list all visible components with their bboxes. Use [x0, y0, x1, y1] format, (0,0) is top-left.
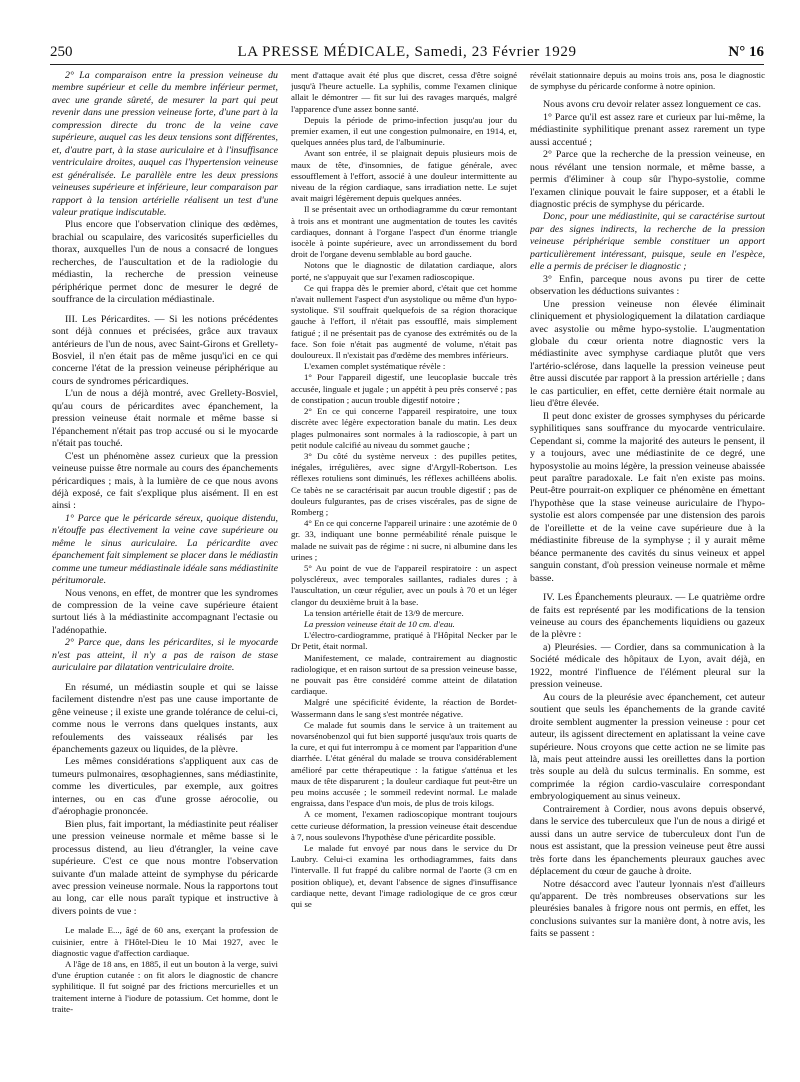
paragraph: révélait stationnaire depuis au moins trois ans, posa le diagnostic de symphyse du péricarde conforme à notre opinion.	[530, 70, 765, 92]
paragraph: A l'âge de 18 ans, en 1885, il eut un bouton à la verge, suivi d'une éruption cutanée : on fit alors le diagnostic de chancre syphilitique. Il fut soigné par des frictions mercurielles et un traitement interne à l'iodure de potassium. Cet homme, dont le traite-	[52, 958, 278, 1014]
paragraph: Donc, pour une médiastinite, qui se caractérise surtout par des signes indirects, la recherche de la pression veineuse périphérique semble constituer un apport particulièrement intéressant, puisque, seule en l'espèce, elle a permis de préciser le diagnostic ;	[530, 211, 765, 273]
issue-number: N° 16	[728, 44, 764, 60]
page-header	[50, 44, 764, 66]
paragraph: 2° Parce que la recherche de la pression veineuse, en nous révélant une tension normale, et même basse, a permis d'éliminer à coup sûr l'hypo-systolie, comme l'examen clinique pouvait le faire supposer, et a établi le diagnostic précis de symphyse du péricarde.	[530, 149, 765, 211]
paragraph: Malgré une spécificité évidente, la réaction de Bordet-Wassermann dans le sang s'est montrée négative.	[291, 697, 517, 719]
text-column-3	[530, 70, 765, 1070]
page-number: 250	[50, 44, 73, 60]
paragraph: 3° Du côté du système nerveux : des pupilles petites, inégales, irrégulières, avec signe d'Argyll-Robertson. Les réflexes rotuliens sont diminués, les réflexes achilléens abolis. Ce tabès ne se caractérisait par aucun trouble digestif ; pas de douleurs fulgurantes, pas de crises viscérales, pas de signe de Romberg ;	[291, 450, 517, 517]
paragraph: 1° Pour l'appareil digestif, une leucoplasie buccale très accusée, linguale et jugale ; un appétit à peu près conservé ; pas de constipation ; aucun trouble digestif notoire ;	[291, 372, 517, 405]
paragraph: Le malade E..., âgé de 60 ans, exerçant la profession de cuisinier, entre à l'Hôtel-Dieu le 10 Mai 1927, avec le diagnostic vague d'affection cardiaque.	[52, 925, 278, 958]
paragraph: Notons que le diagnostic de dilatation cardiaque, alors porté, ne s'appuyait que sur l'examen radioscopique.	[291, 260, 517, 282]
paragraph: A ce moment, l'examen radioscopique montrant toujours cette curieuse déformation, la pression veineuse était descendue à 7, nous soulevons l'hypothèse d'une péricardite possible.	[291, 809, 517, 842]
paragraph: Les mêmes considérations s'appliquent aux cas de tumeurs pulmonaires, œsophagiennes, sans médiastinite, comme les diverticules, par exemple, aux goitres internes, ou en cas d'une grosse aérocolie, ou d'aérophagie prononcée.	[52, 756, 278, 818]
paragraph: a) Pleurésies. — Cordier, dans sa communication à la Société médicale des hôpitaux de Lyon, avait déjà, en 1922, montré l'influence de l'élément pleural sur la pression veineuse.	[530, 641, 765, 691]
paragraph: Contrairement à Cordier, nous avons depuis observé, dans le service des tuberculeux que l'un de nous a dirigé et aussi dans un autre service de tuberculeux dont l'un de nous est assistant, que la pression veineuse peut être aussi très forte dans les épanchements pleuraux gauches avec déplacement du cœur de gauche à droite.	[530, 803, 765, 878]
paragraph: C'est un phénomène assez curieux que la pression veineuse puisse être normale au cours des épanchements péricardiques ; mais, à la lumière de ce que nous avons déjà exposé, ce fait s'explique plus aisément. Il en est ainsi :	[52, 450, 278, 512]
paragraph: IV. Les Épanchements pleuraux. — Le quatrième ordre de faits est représenté par les modifications de la tension veineuse au cours des épanchements liquidiens ou gazeux de la plèvre :	[530, 592, 765, 641]
paragraph: ment d'attaque avait été plus que discret, cessa d'être soigné jusqu'à l'heure actuelle. La syphilis, comme l'examen clinique allait le démontrer — fit sur lui des ravages marqués, malgré l'apparence d'une assez bonne santé.	[291, 70, 517, 114]
paragraph: Ce malade fut soumis dans le service à un traitement au novarsénobenzol qui fut bien supporté jusqu'aux trois quarts de la cure, et qui fut interrompu à ce moment par l'apparition d'une diarrhée. L'état général du malade se trouva considérablement amélioré par cette thérapeutique : la fatigue s'atténua et les maux de tête disparurent ; la douleur cardiaque fut peut-être un peu moins accusée ; le sommeil redevint normal. Le malade engraissa, dans l'espace d'un mois, de plus de trois kilogs.	[291, 719, 517, 809]
paragraph: Le malade fut envoyé par nous dans le service du Dr Laubry. Celui-ci examina les orthodiagrammes, faits dans l'intervalle. Il fut frappé du calibre normal de l'aorte (3 cm en position oblique), et, devant l'absence de signes d'insuffisance cardiaque nette, devant l'image radiologique de ce gros cœur qui se	[291, 843, 517, 910]
paragraph: 3° Enfin, parceque nous avons pu tirer de cette observation les déductions suivantes :	[530, 273, 765, 298]
paragraph: Notre désaccord avec l'auteur lyonnais n'est d'ailleurs qu'apparent. De très nombreuses observations sur les pleurésies banales à frigore nous ont permis, en effet, les conclusions suivantes sur la manière dont, à notre avis, les faits se passent :	[530, 878, 765, 940]
paragraph: L'électro-cardiogramme, pratiqué à l'Hôpital Necker par le Dr Petit, était normal.	[291, 630, 517, 652]
paragraph: En résumé, un médiastin souple et qui se laisse facilement distendre n'est pas une cause importante de gêne veineuse ; il existe une grande tolérance de celui-ci, comme nous le verrons dans quelques instants, aux refoulements des vaisseaux réalisés par les épanchements gazeux ou liquides, de la plèvre.	[52, 681, 278, 756]
header-rule	[50, 64, 764, 65]
paragraph: 1° Parce qu'il est assez rare et curieux par lui-même, la médiastinite syphilitique prenant assez rarement un type aussi accentué ;	[530, 111, 765, 148]
paragraph: Ce qui frappa dès le premier abord, c'était que cet homme n'avait nullement l'aspect d'un asystolique ou même d'un hypo-systolique. S'il souffrait quelquefois de sa région thoracique gauche à l'effort, il n'était pas essoufflé, mais simplement fatigué ; il ne présentait pas de cyanose des extrémités ou de la face. Son foie n'était pas augmenté de volume, n'était pas douloureux. Il n'existait pas d'œdème des membres inférieurs.	[291, 282, 517, 361]
paragraph: 2° La comparaison entre la pression veineuse du membre supérieur et celle du membre inférieur permet, avec une grande sûreté, de mesurer la part qui peut revenir dans une pression veineuse forte, d'une part à la compression directe du tronc de la veine cave supérieure, auquel cas les deux tensions sont différentes, et, d'autre part, à la stase auriculaire et à l'insuffisance ventriculaire droites, auquel cas l'hypertension veineuse est généralisée. Le parallèle entre les deux pressions veineuses supérieure et inférieure, leur comparaison par rapport à la tension artérielle réalisent un test d'une valeur pratique indiscutable.	[52, 70, 278, 218]
paragraph: Nous venons, en effet, de montrer que les syndromes de compression de la veine cave supérieure étaient surtout liés à la médiastinite accompagnant l'ectasie ou l'adénopathie.	[52, 587, 278, 636]
paragraph: Nous avons cru devoir relater assez longuement ce cas.	[543, 99, 761, 111]
paragraph: La pression veineuse était de 10 cm. d'eau.	[304, 618, 455, 629]
paragraph: Au cours de la pleurésie avec épanchement, cet auteur soutient que seuls les épanchements de la grande cavité droite semblent augmenter la pression veineuse : pour cet auteur, ils agissent directement en aplatissant la veine cave supérieure. Nous croyons que cette action ne se limite pas là, mais peut atteindre aussi les oreillettes dans la portion très souple au delà du sulcus terminalis. En somme, est comprimée la région cardio-vasculaire correspondant embryologiquement au sinus veineux.	[530, 691, 765, 803]
paragraph: Manifestement, ce malade, contrairement au diagnostic radiologique, et en raison surtout de sa pression veineuse basse, ne pouvait pas être considéré comme atteint de dilatation cardiaque.	[291, 652, 517, 697]
paragraph: 2° Parce que, dans les péricardites, si le myocarde n'est pas atteint, il n'y a pas de raison de stase auriculaire par dilatation ventriculaire droite.	[52, 637, 278, 674]
paragraph: Il peut donc exister de grosses symphyses du péricarde syphilitiques sans souffrance du myocarde ventriculaire. Cependant si, comme la majorité des auteurs le pensent, il y a toujours, avec une médiastinite de ce degré, une hyposystolie au moins légère, la pression veineuse abaissée peut paraître paradoxale. Le fait n'en existe pas moins. Peut-être pourrait-on expliquer ce phénomène en émettant l'hypothèse que la stase veineuse auriculaire de l'hypo-systolie est alors compensée par une distension des parois de l'oreillette et de la veine cave supérieure due à la médiastinite fibreuse de la symphyse ; il y aurait même béance permanente des cavités du sinus veineux et appel sanguin constant, d'où pression veineuse normale et même basse.	[530, 410, 765, 584]
paragraph: Bien plus, fait important, la médiastinite peut réaliser une pression veineuse normale et même basse si le processus distend, au lieu d'étrangler, la veine cave supérieure. C'est ce que nous montre l'observation suivante d'un malade atteint de symphyse du péricarde avec pression veineuse normale. Nous la rapportons tout au long, car elle nous paraît typique et instructive à divers points de vue :	[52, 818, 278, 917]
paragraph: L'un de nous a déjà montré, avec Grellety-Bosviel, qu'au cours de péricardites avec épanchement, la pression veineuse était normale et même basse si l'épanchement n'était pas trop accusé ou si le myocarde n'était pas touché.	[52, 388, 278, 450]
paragraph: 1° Parce que le péricarde séreux, quoique distendu, n'étouffe pas électivement la veine cave supérieure ou même le sinus auriculaire. La péricardite avec épanchement fait simplement se placer dans le médiastin comme une tumeur médiastinale idéale sans médiastinite péritumorale.	[52, 512, 278, 587]
paragraph: Avant son entrée, il se plaignait depuis plusieurs mois de maux de tête, d'insomnies, de fatigue générale, avec essoufflement à l'effort, associé à une douleur intermittente au niveau de la région cardiaque, sans irradiation nette. Le sujet avait maigri légèrement depuis quelques années.	[291, 148, 517, 204]
paragraph: 4° En ce qui concerne l'appareil urinaire : une azotémie de 0 gr. 33, indiquant une bonne perméabilité rénale puisque le malade ne suivait pas de régime : ni sucre, ni albumine dans les urines ;	[291, 518, 517, 562]
paragraph: La tension artérielle était de 13/9 de mercure.	[304, 607, 464, 618]
paragraph: Il se présentait avec un orthodiagramme du cœur remontant à trois ans et montrant une augmentation de toutes les cavités cardiaques, donnant à l'organe l'aspect d'un énorme triangle isocèle à pointe supérieure, avec un arrondissement du bord droit de l'organe devenu semblable au bord gauche.	[291, 204, 517, 260]
paragraph: Plus encore que l'observation clinique des œdèmes, brachial ou scapulaire, des varicosités superficielles du thorax, auxquelles l'un de nous a consacré de longues recherches, de l'auscultation et de la radiologie du médiastin, la recherche de pression veineuse périphérique permet donc de mesurer le degré de souffrance de la circulation médiastinale.	[52, 219, 278, 306]
paragraph: Une pression veineuse non élevée éliminait cliniquement et physiologiquement la dilatation cardiaque avec asystolie ou même hypo-systolie. L'augmentation globale du cœur orienta notre diagnostic vers la médiastinite avec symphyse cardiaque plutôt que vers l'artério-sclérose, dans laquelle la pression veineuse peut être aussi discutée par rapport à la pression artérielle ; dans le cas particulier, en effet, cette dernière était normale au lieu d'être élevée.	[530, 298, 765, 410]
paragraph: Depuis la période de primo-infection jusqu'au jour du premier examen, il eut une congestion pulmonaire, en 1914, et, quelques années plus tard, de l'albuminurie.	[291, 114, 517, 148]
paragraph: L'examen complet systématique révèle :	[304, 361, 446, 372]
text-column-1	[52, 70, 278, 1070]
paragraph: III. Les Péricardites. — Si les notions précédentes sont déjà connues et précisées, grâce aux travaux antérieurs de l'un de nous, avec Saint-Girons et Grellety-Bosviel, il n'en était pas de même jusqu'ici en ce qui concerne l'état de la pression veineuse périphérique au cours de syndromes péricardiques.	[52, 313, 278, 387]
journal-title: LA PRESSE MÉDICALE, Samedi, 23 Février 1929	[237, 44, 577, 60]
text-column-2	[291, 70, 517, 1070]
paragraph: 2° En ce qui concerne l'appareil respiratoire, une toux discrète avec légère expectoration banale du matin. Les deux plages pulmonaires sont normales à la radioscopie, à part un petit nodule calcifié au niveau du sommet gauche ;	[291, 406, 517, 450]
paragraph: 5° Au point de vue de l'appareil respiratoire : un aspect polyscléreux, avec temporales saillantes, radiales dures ; à l'auscultation, un cœur régulier, avec un pouls à 70 et un léger clangor du deuxième bruit à la base.	[291, 562, 517, 607]
